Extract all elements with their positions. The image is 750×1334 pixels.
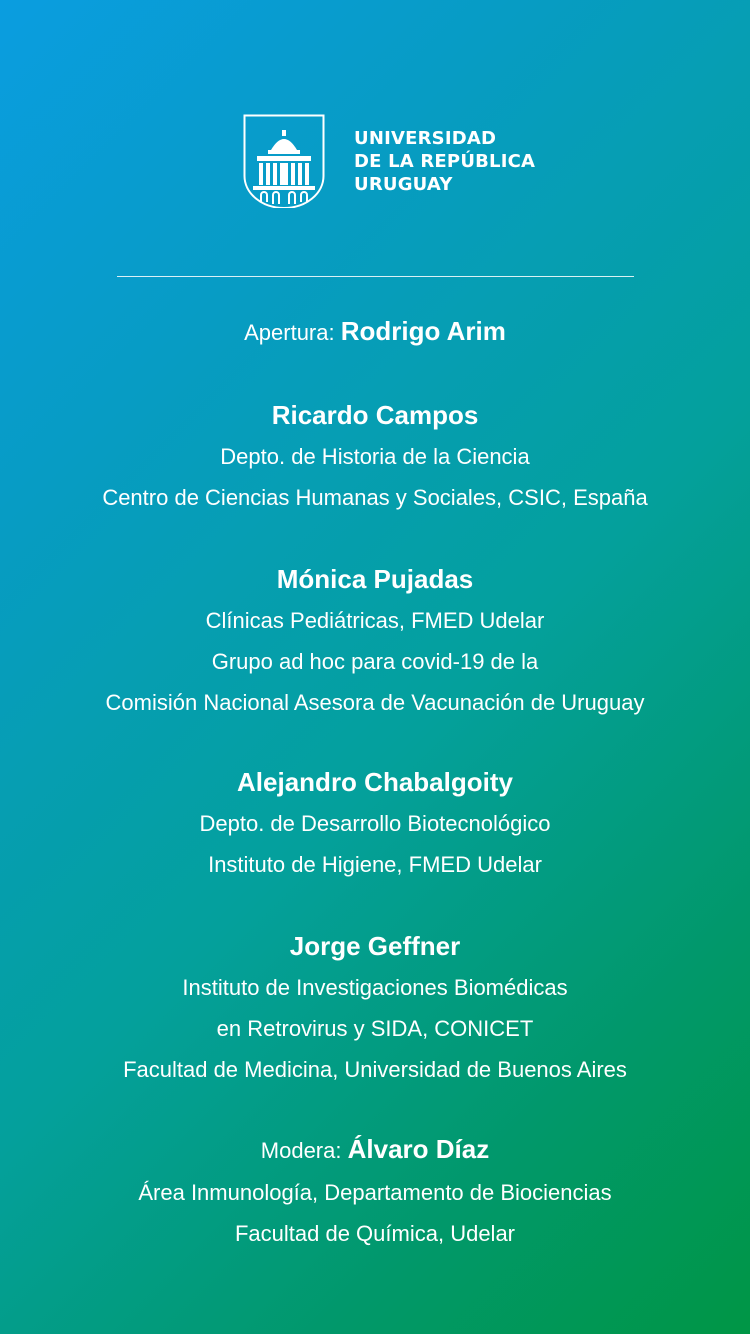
speaker-name: Mónica Pujadas: [276, 564, 474, 594]
moderator-name: Álvaro Díaz: [347, 1134, 490, 1164]
speaker-affiliation: Clínicas Pediátricas, FMED Udelar: [205, 608, 545, 633]
opening-line: [0, 316, 750, 348]
moderator-affiliation: Área Inmunología, Departamento de Biociencias: [138, 1180, 612, 1205]
speaker-affiliation: Depto. de Historia de la Ciencia: [220, 444, 530, 469]
speaker-affiliation: Grupo ad hoc para covid-19 de la: [211, 649, 539, 674]
speaker-affiliation: Facultad de Medicina, Universidad de Buenos Aires: [123, 1057, 627, 1082]
logo-line-3: URUGUAY: [354, 174, 453, 195]
speaker-affiliation: Comisión Nacional Asesora de Vacunación de Uruguay: [105, 690, 645, 715]
university-logo: [243, 114, 535, 208]
speaker-affiliation: en Retrovirus y SIDA, CONICET: [216, 1016, 534, 1041]
speaker-name: Jorge Geffner: [289, 931, 461, 961]
speaker-name: Ricardo Campos: [271, 400, 479, 430]
speaker-affiliation: Instituto de Investigaciones Biomédicas: [182, 975, 568, 1000]
opening-name: Rodrigo Arim: [340, 316, 506, 346]
logo-line-1: UNIVERSIDAD: [354, 128, 497, 149]
speaker-affiliation: Instituto de Higiene, FMED Udelar: [208, 852, 542, 877]
speaker-affiliation: Centro de Ciencias Humanas y Sociales, CSIC, España: [102, 485, 648, 510]
opening-label: Apertura:: [244, 320, 335, 345]
speaker-affiliation: Depto. de Desarrollo Biotecnológico: [199, 811, 551, 836]
moderator-affiliation: Facultad de Química, Udelar: [234, 1221, 516, 1246]
university-name: [354, 127, 535, 196]
moderator-label: Modera:: [260, 1138, 342, 1163]
header-divider: [117, 276, 634, 277]
moderator-line: [0, 1134, 750, 1166]
speaker-name: Alejandro Chabalgoity: [237, 767, 513, 797]
university-shield-icon: [243, 114, 325, 208]
logo-line-2: DE LA REPÚBLICA: [354, 151, 536, 172]
